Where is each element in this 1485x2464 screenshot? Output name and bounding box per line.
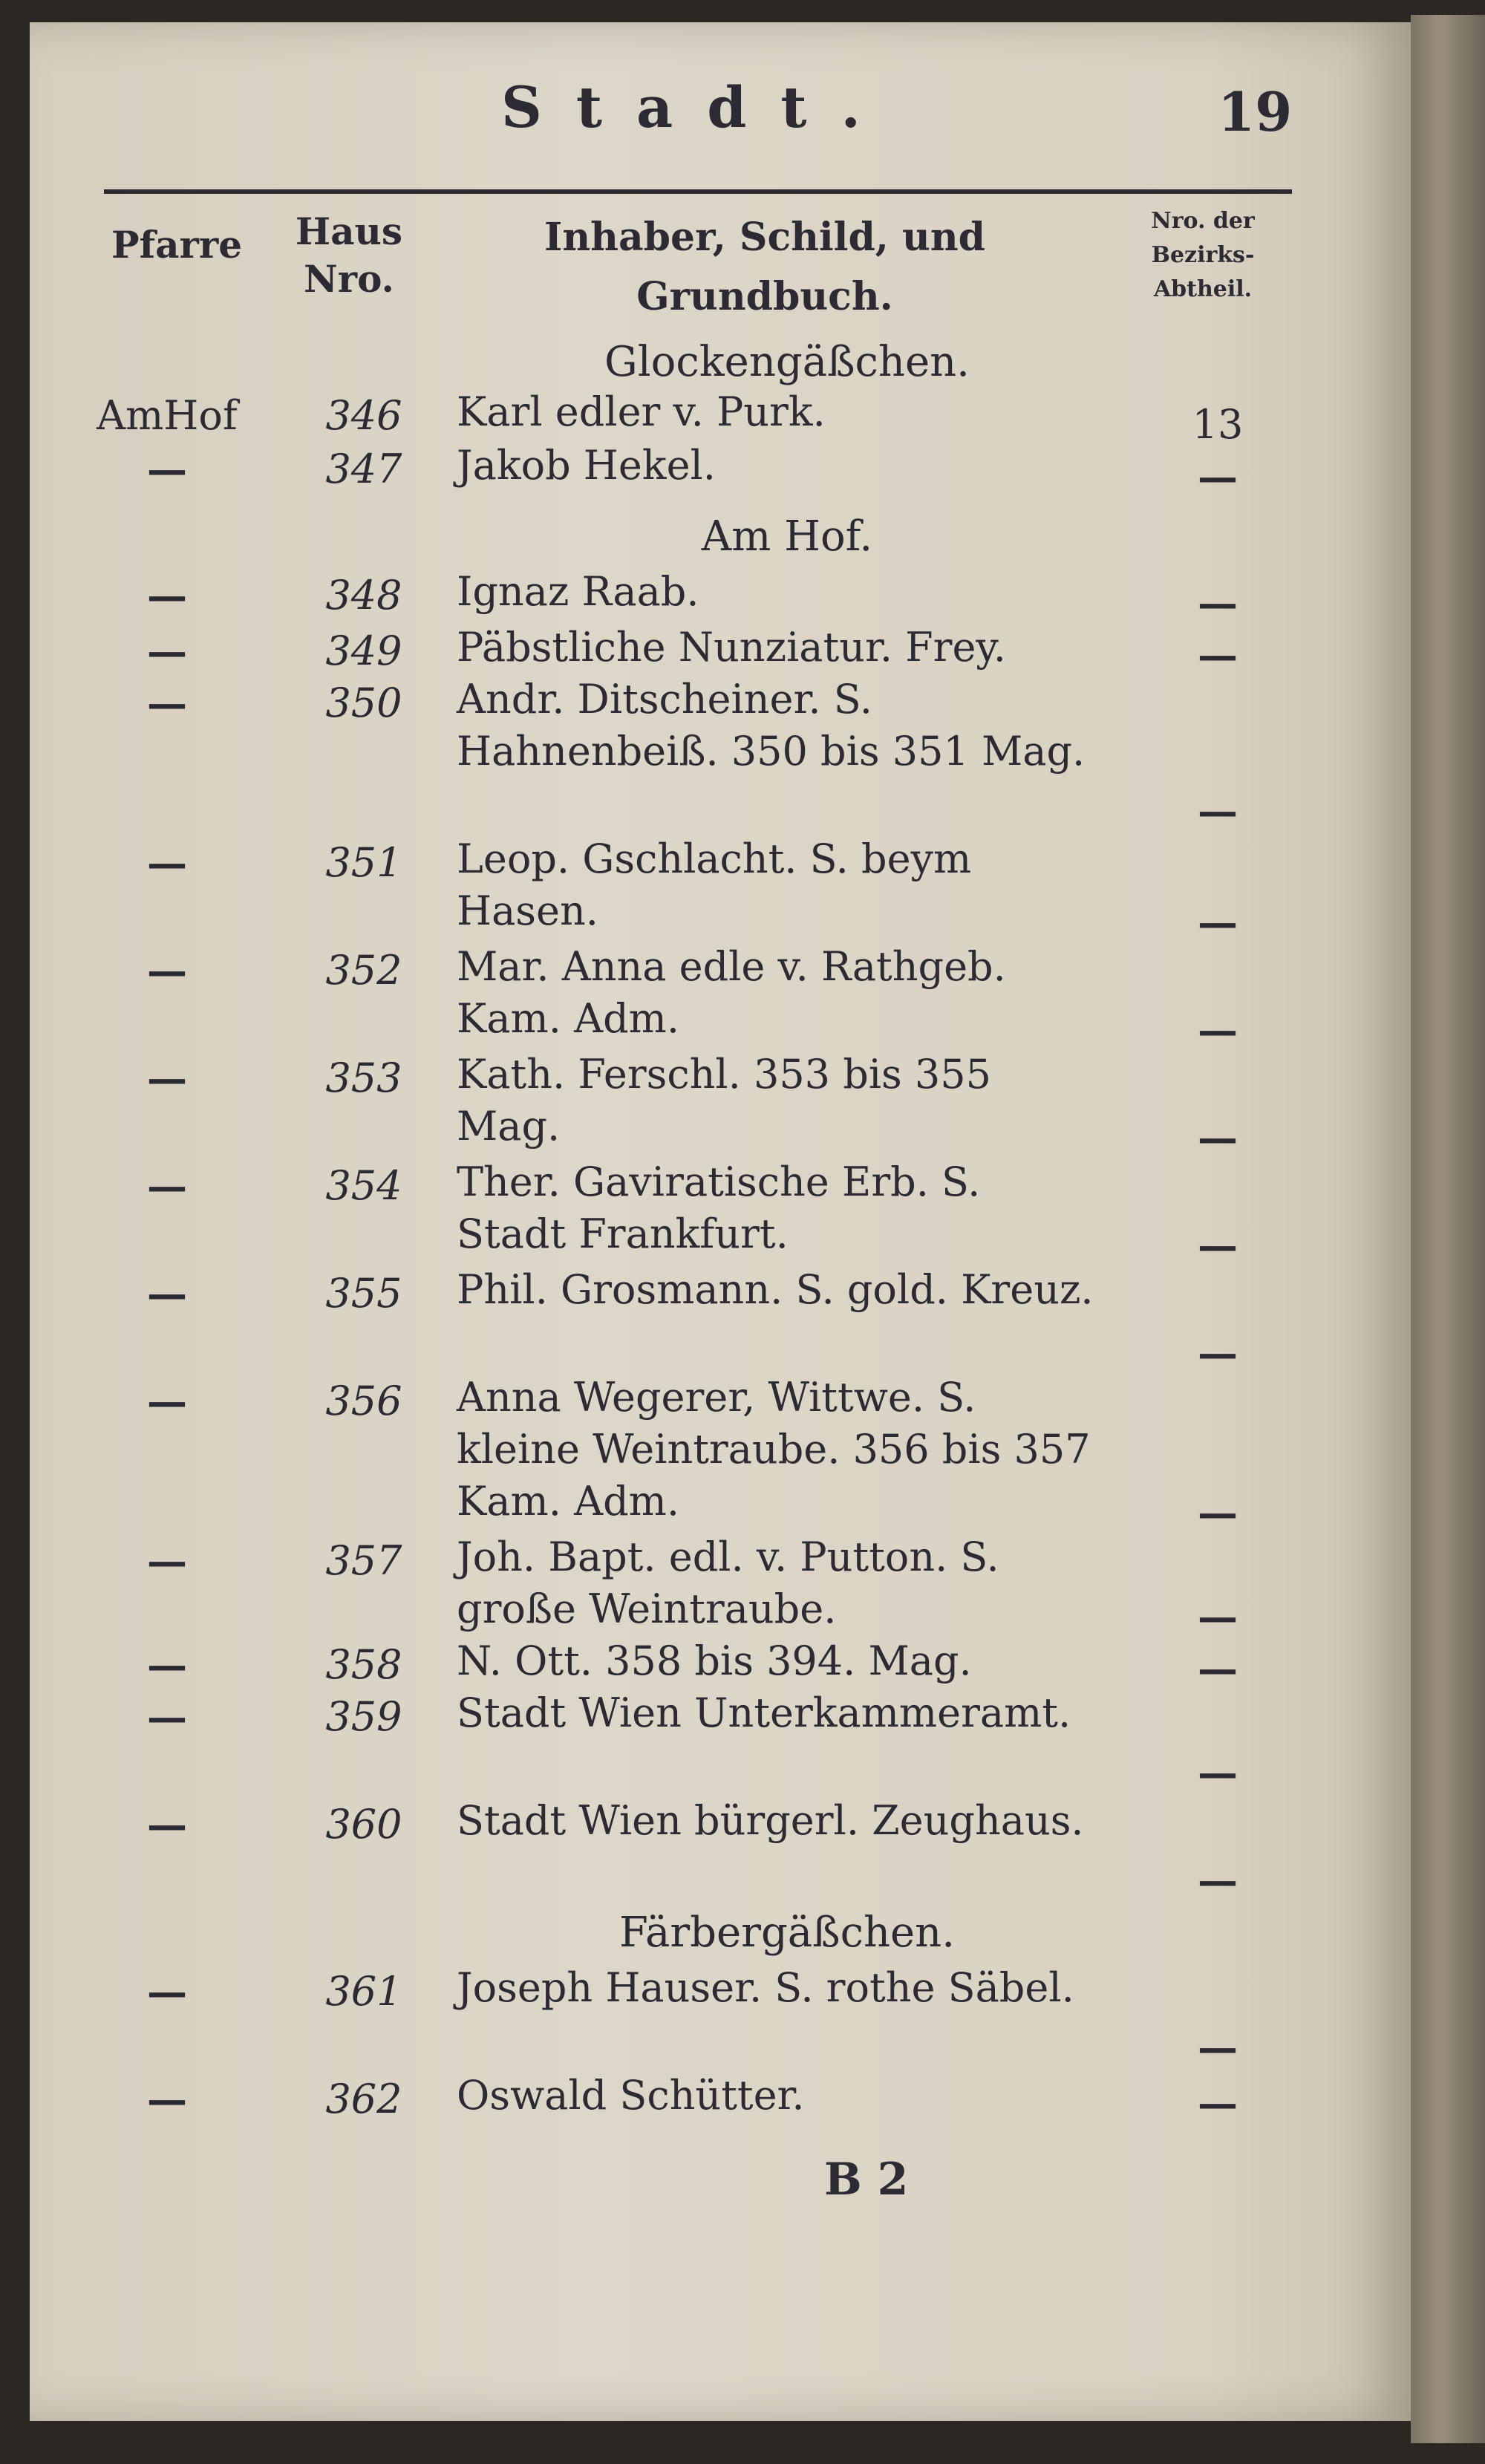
row-bezirk: —	[1198, 1222, 1238, 1269]
header-rule	[104, 189, 1292, 194]
row-inhaber: Andr. Ditscheiner. S. Hahnenbeiß. 350 bis 351 Mag.	[457, 676, 1086, 775]
column-header-haus: Haus Nro.	[295, 209, 403, 301]
row-bezirk: —	[1198, 2024, 1238, 2071]
row-haus-nr: 353	[325, 1055, 402, 1101]
row-bezirk: —	[1198, 899, 1238, 946]
row-bezirk: —	[1198, 787, 1238, 835]
row-inhaber: Jakob Hekel.	[457, 442, 716, 489]
row-pfarre: —	[147, 1270, 187, 1317]
row-haus-nr: 354	[325, 1162, 402, 1209]
running-title: Stadt.	[501, 74, 895, 140]
row-pfarre: —	[147, 1968, 187, 2015]
row-pfarre: —	[147, 839, 187, 887]
row-pfarre: —	[147, 446, 187, 493]
row-pfarre: —	[147, 947, 187, 994]
row-bezirk: 13	[1192, 401, 1244, 448]
row-haus-nr: 360	[325, 1801, 402, 1848]
row-inhaber: Phil. Grosmann. S. gold. Kreuz.	[457, 1266, 1094, 1313]
row-haus-nr: 349	[325, 628, 402, 674]
row-bezirk: —	[1198, 2079, 1238, 2127]
row-bezirk: —	[1198, 1489, 1238, 1536]
row-haus-nr: 351	[325, 839, 402, 886]
street-heading: Färbergäßchen.	[619, 1909, 956, 1957]
page-number: 19	[1218, 80, 1293, 143]
row-haus-nr: 348	[325, 572, 402, 619]
row-pfarre: —	[147, 1801, 187, 1848]
row-haus-nr: 362	[325, 2076, 402, 2122]
row-inhaber: Leop. Gschlacht. S. beym Hasen.	[457, 835, 972, 934]
row-bezirk: —	[1198, 1645, 1238, 1692]
row-pfarre: AmHof	[97, 392, 238, 439]
row-pfarre: —	[147, 628, 187, 675]
row-inhaber: Karl edler v. Purk.	[457, 388, 826, 435]
row-bezirk: —	[1198, 1006, 1238, 1054]
row-haus-nr: 350	[325, 679, 402, 726]
column-header-pfarre: Pfarre	[111, 223, 243, 267]
row-haus-nr: 355	[325, 1270, 402, 1317]
row-inhaber: Anna Wegerer, Wittwe. S. kleine Weintraube. 356 bis 357 Kam. Adm.	[457, 1374, 1091, 1525]
row-inhaber: Ignaz Raab.	[457, 568, 699, 615]
row-bezirk: —	[1198, 631, 1238, 679]
row-inhaber: N. Ott. 358 bis 394. Mag.	[457, 1637, 972, 1684]
row-haus-nr: 347	[325, 446, 402, 492]
row-inhaber: Joh. Bapt. edl. v. Putton. S. große Weintraube.	[457, 1534, 999, 1632]
row-haus-nr: 361	[325, 1968, 402, 2015]
row-pfarre: —	[147, 679, 187, 727]
row-pfarre: —	[147, 1378, 187, 1425]
row-haus-nr: 346	[325, 392, 402, 439]
row-pfarre: —	[147, 2076, 187, 2123]
row-pfarre: —	[147, 1693, 187, 1741]
column-header-inhaber: Inhaber, Schild, und Grundbuch.	[544, 215, 985, 319]
row-pfarre: —	[147, 1055, 187, 1102]
street-heading: Am Hof.	[701, 512, 873, 561]
row-bezirk: —	[1198, 1593, 1238, 1640]
row-inhaber: Päbstliche Nunziatur. Frey.	[457, 624, 1006, 671]
row-bezirk: —	[1198, 453, 1238, 501]
row-inhaber: Mar. Anna edle v. Rathgeb. Kam. Adm.	[457, 943, 1006, 1042]
row-haus-nr: 357	[325, 1537, 402, 1584]
row-inhaber: Kath. Ferschl. 353 bis 355 Mag.	[457, 1051, 991, 1150]
street-heading: Glockengäßchen.	[604, 338, 970, 386]
column-header-bezirk: Nro. der Bezirks-Abtheil.	[1151, 208, 1255, 302]
row-haus-nr: 358	[325, 1641, 402, 1688]
row-bezirk: —	[1198, 1857, 1238, 1904]
row-pfarre: —	[147, 1537, 187, 1585]
row-inhaber: Stadt Wien bürgerl. Zeughaus.	[457, 1797, 1084, 1844]
row-inhaber: Oswald Schütter.	[457, 2072, 805, 2119]
row-haus-nr: 352	[325, 947, 402, 994]
row-bezirk: —	[1198, 1749, 1238, 1796]
row-inhaber: Stadt Wien Unterkammeramt.	[457, 1689, 1071, 1736]
row-bezirk: —	[1198, 579, 1238, 627]
signature-mark: B 2	[824, 2154, 909, 2206]
row-pfarre: —	[147, 572, 187, 619]
row-pfarre: —	[147, 1162, 187, 1210]
row-haus-nr: 359	[325, 1693, 402, 1740]
row-bezirk: —	[1198, 1114, 1238, 1161]
page-edge	[1411, 15, 1485, 2443]
row-haus-nr: 356	[325, 1378, 402, 1424]
row-bezirk: —	[1198, 1329, 1238, 1377]
row-pfarre: —	[147, 1641, 187, 1689]
row-inhaber: Joseph Hauser. S. rothe Säbel.	[457, 1964, 1074, 2011]
row-inhaber: Ther. Gaviratische Erb. S. Stadt Frankfurt.	[457, 1158, 981, 1257]
